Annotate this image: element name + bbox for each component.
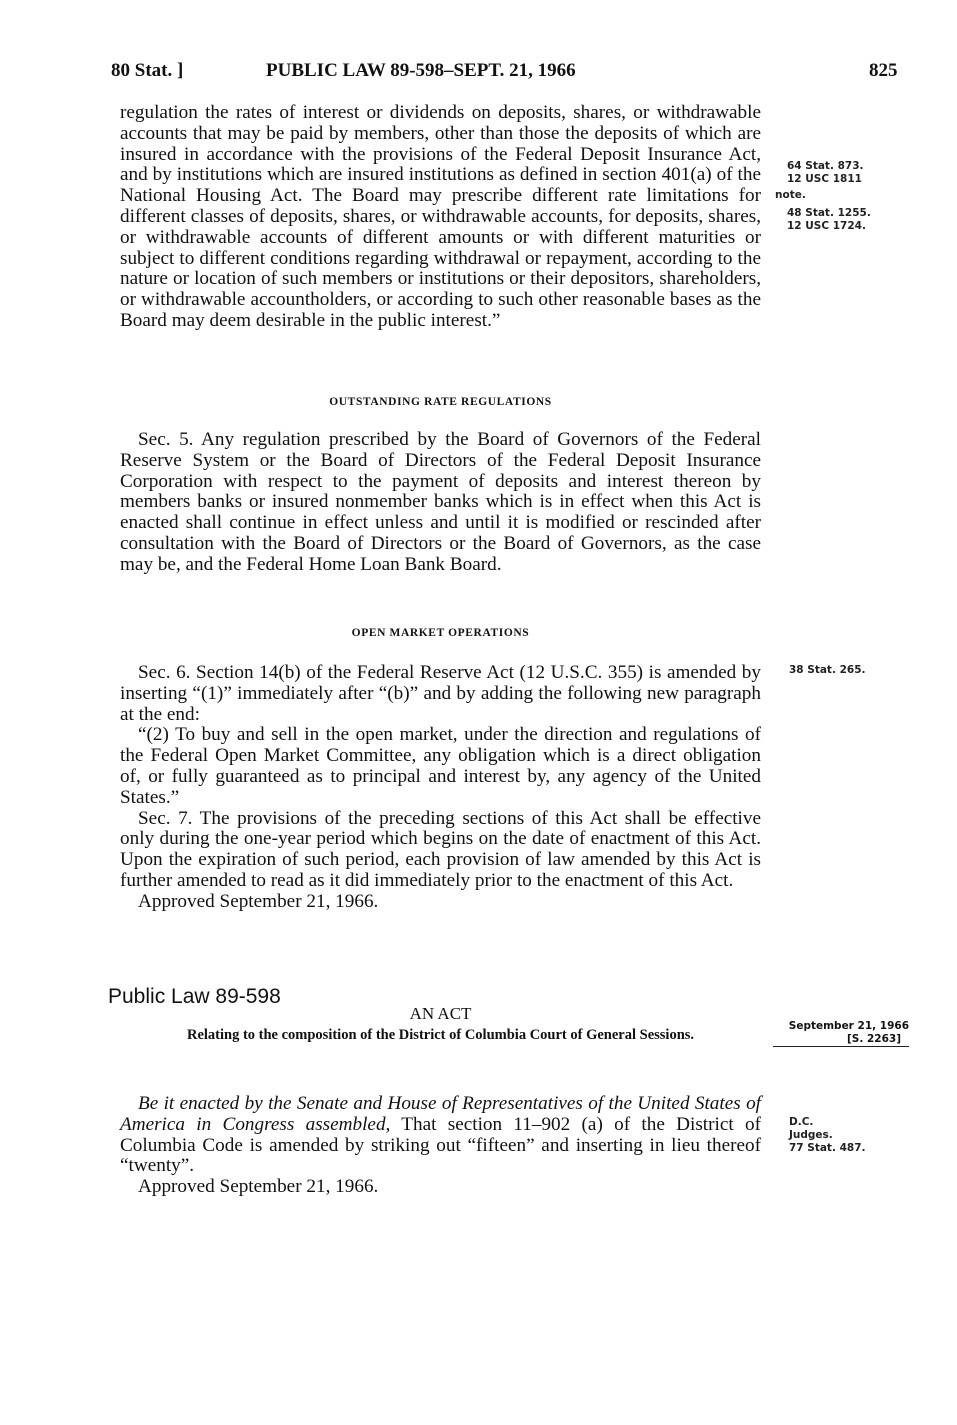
continuation-text: regulation the rates of interest or dividends on deposits, shares, or withdrawable accounts that may be paid by members, other than those the deposits of which are insured in accordance with the provisions of the Federal Deposit Insurance Act, and by institutions which are insured institutions as defined in section 401(a) of the National Housing Act. The Board may prescribe different rate limitations for different classes of deposits, shares, or withdrawable accounts, for deposits, shares, or withdrawable accounts of different amounts or with different maturities or subject to different conditions regarding withdrawal or repayment, according to the nature or location of such members or institutions or their depositors, shareholders, or withdrawable accountholders, or according to such other reasonable bases as the Board may deem desirable in the public interest.” <box>120 102 761 331</box>
section-5 <box>120 430 761 576</box>
margin-note-line: D.C. <box>789 1116 814 1128</box>
enacting-section <box>120 1094 761 1198</box>
margin-note-line: 12 USC 1811 <box>787 173 862 185</box>
margin-note-line: Judges. <box>789 1129 833 1141</box>
section-6 <box>120 663 761 913</box>
margin-note-citation-2 <box>787 207 871 233</box>
page-number: 825 <box>869 60 898 81</box>
public-law-number: Public Law 89-598 <box>108 985 281 1008</box>
enactment-date: September 21, 1966 <box>788 1020 909 1032</box>
heading-outstanding-rate-regulations: OUTSTANDING RATE REGULATIONS <box>329 396 552 408</box>
continued-paragraph <box>120 103 761 332</box>
margin-note-citation-1-note: note. <box>775 189 806 201</box>
section-6-text: Sec. 6. Section 14(b) of the Federal Reserve Act (12 U.S.C. 355) is amended by inserting “(1)” immediately after “(b)” and by adding the following new paragraph at the end: <box>120 662 761 725</box>
approval-date-1: Approved September 21, 1966. <box>138 890 379 912</box>
margin-note-line: 48 Stat. 1255. <box>787 207 871 219</box>
act-purpose: Relating to the composition of the District of Columbia Court of General Sessions. <box>186 1027 695 1043</box>
section-5-text: Sec. 5. Any regulation prescribed by the Board of Governors of the Federal Reserve System or the Board of Directors of the Federal Deposit Insurance Corporation with respect to the payment of deposits and interest thereon by members banks or insured nonmember banks which is in effect when this Act is enacted shall continue in effect unless and until it is modified or rescinded after consultation with the Board of Directors or the Board of Governors, as the case may be, and the Federal Home Loan Bank Board. <box>120 429 761 575</box>
senate-bill-number: [S. 2263] <box>773 1033 909 1047</box>
margin-note-citation-1 <box>787 160 864 186</box>
enacting-clause: Be it enacted by the Senate and House of Representatives of the United States of America in Congress assembled, <box>120 1093 761 1135</box>
approval-date-2: Approved September 21, 1966. <box>138 1176 379 1198</box>
page-header <box>111 60 911 86</box>
margin-note-citation-3: 38 Stat. 265. <box>789 664 866 676</box>
section-6-paragraph-2: “(2) To buy and sell in the open market, under the direction and regulations of the Federal Open Market Committee, any obligation which is a direct obligation of, or fully guaranteed as to principal and interest by, any agency of the United States.” <box>120 724 761 808</box>
enacting-text: That section 11–902 (a) of the District of Columbia Code is amended by striking out “fifteen” and inserting in lieu thereof “twenty”. <box>120 1113 761 1177</box>
enactment-date-block <box>773 1020 909 1047</box>
an-act-label: AN ACT <box>409 1004 472 1023</box>
margin-note-line: 12 USC 1724. <box>787 220 866 232</box>
margin-note-line: 64 Stat. 873. <box>787 160 864 172</box>
volume-label: 80 Stat. ] <box>111 60 184 81</box>
running-title: PUBLIC LAW 89-598–SEPT. 21, 1966 <box>266 60 576 81</box>
margin-note-dc-judges <box>789 1116 866 1155</box>
section-7-text: Sec. 7. The provisions of the preceding sections of this Act shall be effective only during the one-year period which begins on the date of enactment of this Act. Upon the expiration of such period, each provision of law amended by this Act is further amended to read as it did immediately prior to the enactment of this Act. <box>120 807 761 891</box>
margin-note-line: 77 Stat. 487. <box>789 1142 866 1154</box>
heading-open-market-operations: OPEN MARKET OPERATIONS <box>351 627 530 639</box>
